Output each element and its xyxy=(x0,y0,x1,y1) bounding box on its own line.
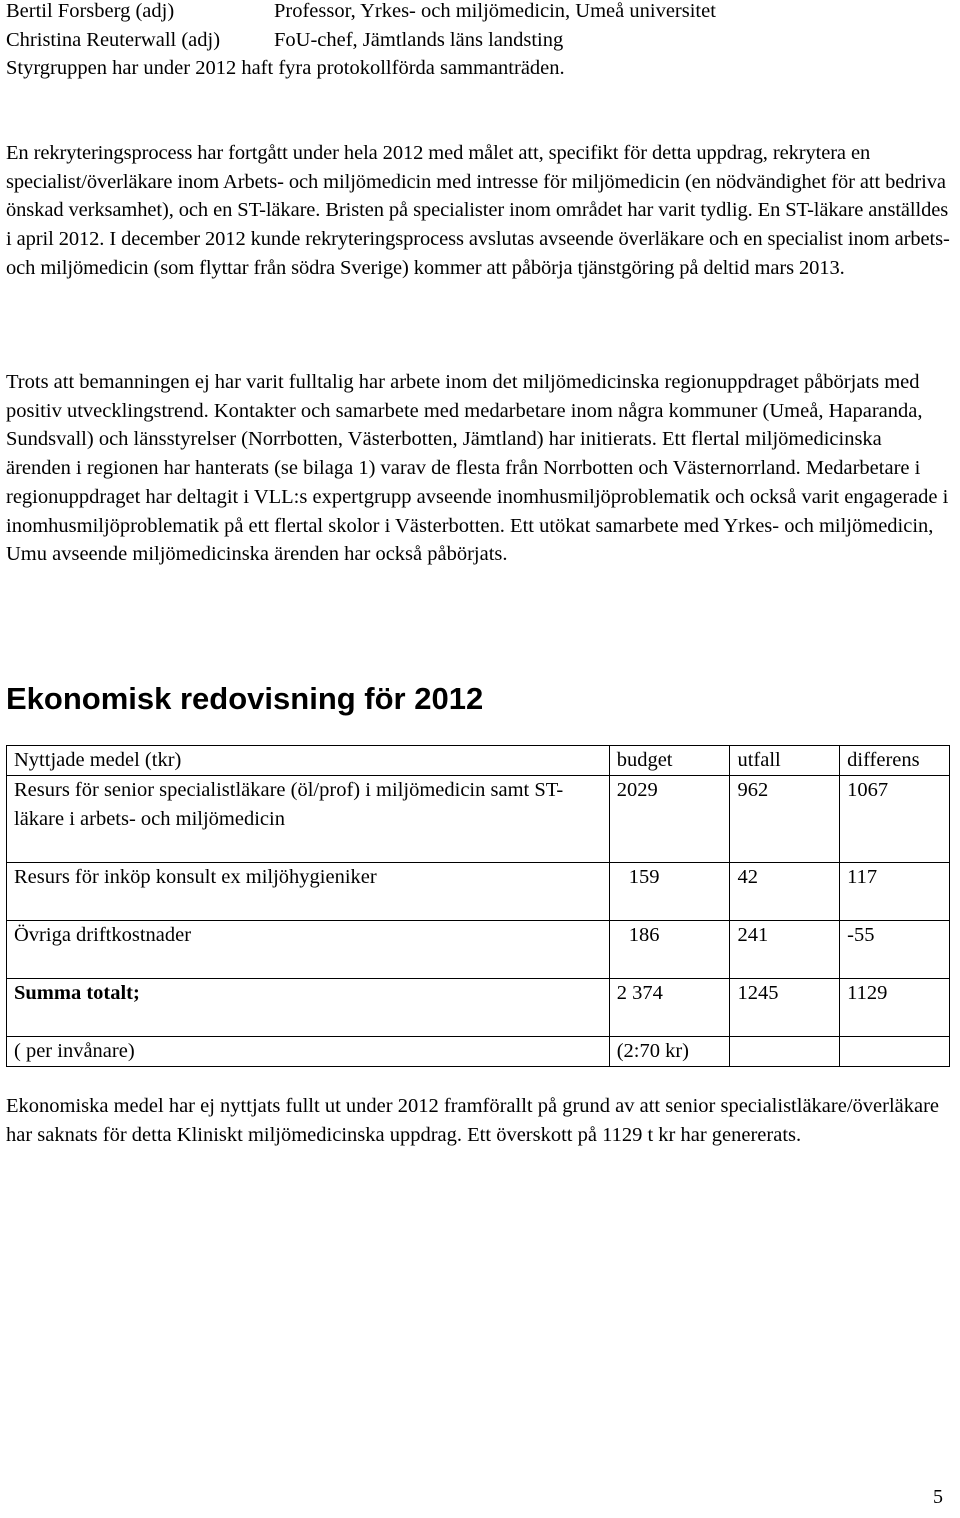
table-row xyxy=(7,776,950,863)
section-heading: Ekonomisk redovisning för 2012 xyxy=(6,681,484,716)
page-number: 5 xyxy=(933,1486,943,1508)
row-differens: 1067 xyxy=(840,776,950,863)
header-cell-utfall: utfall xyxy=(730,746,840,776)
table-row xyxy=(7,921,950,979)
contact-list xyxy=(6,0,716,54)
table-row-total xyxy=(7,979,950,1037)
row-differens: 1129 xyxy=(840,979,950,1037)
table-header-row xyxy=(7,746,950,776)
paragraph-recruitment: En rekryteringsprocess har fortgått under hela 2012 med målet att, specifikt för detta uppdrag, rekrytera en specialist/överläkare inom Arbets- och miljömedicin med intresse för miljömedicin (en nödvändighet för att bedriva önskad verksamhet), och en ST-läkare. Bristen på specialister inom området har varit tydlig. En ST-läkare anställdes i april 2012. I december 2012 kunde rekryteringsprocess avslutas avseende överläkare och en specialist inom arbets- och miljömedicin (som flyttar från södra Sverige) kommer att påbörja tjänstgöring på deltid mars 2013. xyxy=(6,142,950,279)
contact-name: Bertil Forsberg (adj) xyxy=(6,0,175,22)
row-budget: (2:70 kr) xyxy=(609,1037,730,1067)
paragraph-meetings: Styrgruppen har under 2012 haft fyra protokollförda sammanträden. xyxy=(6,57,565,79)
header-cell-differens: differens xyxy=(840,746,950,776)
row-utfall: 241 xyxy=(730,921,840,979)
row-budget: 159 xyxy=(609,863,730,921)
table-row xyxy=(7,1037,950,1067)
row-budget: 2029 xyxy=(609,776,730,863)
paragraph-economy-summary: Ekonomiska medel har ej nyttjats fullt ut under 2012 framförallt på grund av att senior specialistläkare/överläkare har saknats för detta Kliniskt miljömedicinska uppdrag. Ett överskott på 1129 t kr har genererats. xyxy=(6,1095,940,1146)
contact-role: Professor, Yrkes- och miljömedicin, Umeå universitet xyxy=(274,0,716,22)
row-label: Resurs för senior specialistläkare (öl/prof) i miljömedicin samt ST-läkare i arbets- och miljömedicin xyxy=(7,776,610,863)
row-label: Övriga driftkostnader xyxy=(7,921,610,979)
header-cell-budget: budget xyxy=(609,746,730,776)
row-differens: -55 xyxy=(840,921,950,979)
contact-row xyxy=(6,26,716,55)
row-differens: 117 xyxy=(840,863,950,921)
table-row xyxy=(7,863,950,921)
row-label: Resurs för inköp konsult ex miljöhygieniker xyxy=(7,863,610,921)
row-utfall: 42 xyxy=(730,863,840,921)
row-utfall xyxy=(730,1037,840,1067)
row-label: ( per invånare) xyxy=(7,1037,610,1067)
row-utfall: 1245 xyxy=(730,979,840,1037)
budget-table xyxy=(6,745,950,1067)
row-budget: 2 374 xyxy=(609,979,730,1037)
row-differens xyxy=(840,1037,950,1067)
row-budget: 186 xyxy=(609,921,730,979)
contact-row xyxy=(6,0,716,26)
row-label: Summa totalt; xyxy=(7,979,610,1037)
contact-role: FoU-chef, Jämtlands läns landsting xyxy=(274,28,564,51)
paragraph-regional-work: Trots att bemanningen ej har varit fulltalig har arbete inom det miljömedicinska regionuppdraget påbörjats med positiv utvecklingstrend. Kontakter och samarbete med medarbetare inom några kommuner (Umeå, Haparanda, Sundsvall) och länsstyrelser (Norrbotten, Västerbotten, Jämtland) har initierats. Ett flertal miljömedicinska ärenden i regionen har hanterats (se bilaga 1) varav de flesta från Norrbotten och Västernorrland. Medarbetare i regionuppdraget har deltagit i VLL:s expertgrupp avseende inomhusmiljöproblematik och också varit engagerade i inomhusmiljöproblematik på ett flertal skolor i Västerbotten. Ett utökat samarbete med Yrkes- och miljömedicin, Umu avseende miljömedicinska ärenden har också påbörjats. xyxy=(6,371,949,566)
contact-name: Christina Reuterwall (adj) xyxy=(6,28,221,51)
row-utfall: 962 xyxy=(730,776,840,863)
header-cell-label: Nyttjade medel (tkr) xyxy=(7,746,610,776)
